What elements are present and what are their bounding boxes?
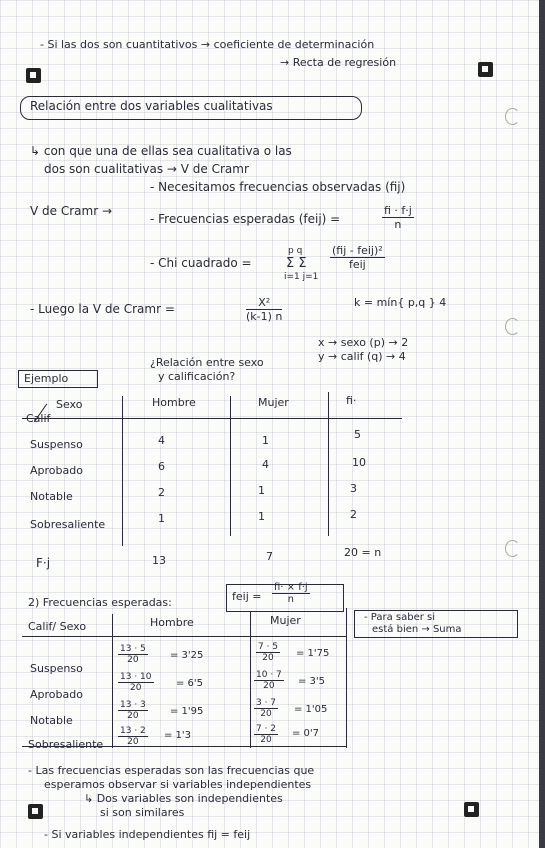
cell-mujer: 1 bbox=[258, 510, 265, 523]
question-line-2: y calificación? bbox=[158, 370, 236, 383]
table-col-rule bbox=[328, 392, 329, 536]
expected-heading: 2) Frecuencias esperadas: bbox=[28, 596, 172, 609]
mujer-fraction: $\frac{7 \cdot 5}{20}$ bbox=[258, 642, 279, 663]
hombre-value: = 6'5 bbox=[176, 678, 204, 689]
cramer-fraction: $\frac{\text{X²}}{(k-1) n}$ bbox=[246, 296, 283, 323]
row-label: Aprobado bbox=[30, 688, 83, 701]
vcramr-label: V de Cramr → bbox=[30, 204, 112, 218]
x-sexo: x → sexo (p) → 2 bbox=[318, 336, 409, 349]
hombre-fraction: $\frac{13 \cdot 3}{20}$ bbox=[120, 700, 146, 721]
bookmark-icon bbox=[28, 804, 43, 819]
mujer-fraction: $\frac{10 \cdot 7}{20}$ bbox=[256, 670, 282, 691]
table-col-rule bbox=[230, 396, 231, 536]
table2-col-rule bbox=[250, 612, 251, 748]
bottom-line-4: si son similares bbox=[100, 806, 185, 819]
notebook-binder-edge bbox=[539, 0, 545, 848]
row-label: Aprobado bbox=[30, 464, 83, 477]
chi-fraction: (fij - feij)² feij bbox=[332, 244, 383, 271]
y-calif: y → calif (q) → 4 bbox=[318, 350, 406, 363]
cell-mujer: 1 bbox=[262, 434, 269, 447]
question-line-1: ¿Relación entre sexo bbox=[150, 356, 264, 369]
luego-line: - Luego la V de Cramr = bbox=[30, 302, 175, 316]
top-line-1: - Si las dos son cuantitativos → coeficiente de determinación bbox=[40, 38, 375, 51]
k-min: k = mín{ p,q } 4 bbox=[354, 296, 447, 309]
cell-hombre: 2 bbox=[158, 486, 165, 499]
header-mujer: Mujer bbox=[258, 396, 289, 409]
bookmark-icon bbox=[26, 68, 41, 83]
table-col-rule bbox=[122, 396, 123, 546]
row-label: Sobresaliente bbox=[28, 738, 104, 751]
table2-col-rule bbox=[346, 608, 347, 748]
expected-formula-fraction: $\frac{fi \cdot f\cdot j}{n}$ bbox=[384, 204, 412, 231]
bottom-line-5: - Si variables independientes fij = feij bbox=[44, 828, 251, 841]
header-calif: Calif bbox=[26, 412, 51, 425]
chi-sum-bottom: i=1 j=1 bbox=[284, 272, 319, 282]
cell-hombre: 1 bbox=[158, 512, 165, 525]
expected-formula-lhs: feij = bbox=[232, 590, 262, 603]
item-observed: - Necesitamos frecuencias observadas (fij) bbox=[150, 180, 406, 194]
cell-hombre: 6 bbox=[158, 460, 165, 473]
hombre-fraction: $\frac{13 \cdot 5}{20}$ bbox=[120, 644, 146, 665]
example-label: Ejemplo bbox=[24, 372, 69, 385]
mujer-fraction: $\frac{3 \cdot 7}{20}$ bbox=[256, 698, 277, 719]
note-line-2: está bien → Suma bbox=[372, 624, 462, 635]
expected-formula-fraction: $\frac{fi\cdot \times f\cdot j}{n}$ bbox=[274, 582, 308, 605]
intro-line-2: dos son cualitativas → V de Cramr bbox=[44, 162, 249, 176]
chi-sum: Σ Σ bbox=[286, 256, 307, 271]
table2-col-rule bbox=[112, 614, 113, 748]
binder-hole bbox=[505, 108, 520, 125]
total-fi: 20 = n bbox=[344, 546, 382, 559]
row-label: Suspenso bbox=[30, 662, 83, 675]
mujer-value: = 1'75 bbox=[296, 648, 330, 659]
section-title: Relación entre dos variables cualitativas bbox=[30, 99, 273, 113]
total-mujer: 7 bbox=[266, 550, 273, 563]
cell-mujer: 4 bbox=[262, 458, 269, 471]
binder-hole bbox=[505, 540, 520, 557]
bottom-line-1: - Las frecuencias esperadas son las frecuencias que bbox=[28, 764, 315, 777]
bookmark-icon bbox=[464, 802, 479, 817]
table2-header-mujer: Mujer bbox=[270, 614, 301, 627]
cell-fi: 3 bbox=[350, 482, 357, 495]
cell-fi: 5 bbox=[354, 428, 361, 441]
hombre-value: = 1'95 bbox=[170, 706, 204, 717]
table-header-rule bbox=[22, 418, 402, 419]
total-hombre: 13 bbox=[152, 554, 166, 567]
binder-hole bbox=[505, 318, 520, 335]
hombre-fraction: $\frac{13 \cdot 2}{20}$ bbox=[120, 726, 146, 747]
total-label: F·j bbox=[36, 556, 51, 570]
table2-header: Calif/ Sexo bbox=[28, 620, 87, 633]
hombre-fraction: $\frac{13 \cdot 10}{20}$ bbox=[120, 672, 152, 693]
cell-fi: 10 bbox=[352, 456, 366, 469]
row-label: Sobresaliente bbox=[30, 518, 106, 531]
cell-hombre: 4 bbox=[158, 434, 165, 447]
cell-fi: 2 bbox=[350, 508, 357, 521]
bookmark-icon bbox=[478, 62, 493, 77]
mujer-fraction: $\frac{7 \cdot 2}{20}$ bbox=[256, 724, 277, 745]
header-hombre: Hombre bbox=[152, 396, 196, 409]
mujer-value: = 1'05 bbox=[294, 704, 328, 715]
row-label: Notable bbox=[30, 490, 73, 503]
mujer-value: = 0'7 bbox=[292, 728, 320, 739]
header-fi: fi· bbox=[346, 394, 357, 407]
item-expected: - Frecuencias esperadas (feij) = bbox=[150, 212, 341, 226]
table2-header-hombre: Hombre bbox=[150, 616, 194, 629]
top-line-2: → Recta de regresión bbox=[280, 56, 397, 69]
table2-top-rule bbox=[22, 636, 347, 637]
row-label: Suspenso bbox=[30, 438, 83, 451]
note-line-1: - Para saber si bbox=[364, 612, 436, 623]
cell-mujer: 1 bbox=[258, 484, 265, 497]
hombre-value: = 3'25 bbox=[170, 650, 204, 661]
mujer-value: = 3'5 bbox=[298, 676, 326, 687]
bottom-line-2: esperamos observar si variables independientes bbox=[44, 778, 312, 791]
chi-sum-top: p q bbox=[288, 246, 303, 256]
header-sexo: Sexo bbox=[56, 398, 83, 411]
row-label: Notable bbox=[30, 714, 73, 727]
hombre-value: = 1'3 bbox=[164, 730, 192, 741]
item-chi: - Chi cuadrado = bbox=[150, 256, 252, 270]
bottom-line-3: ↳ Dos variables son independientes bbox=[84, 792, 283, 805]
intro-line-1: ↳ con que una de ellas sea cualitativa o las bbox=[30, 144, 292, 158]
